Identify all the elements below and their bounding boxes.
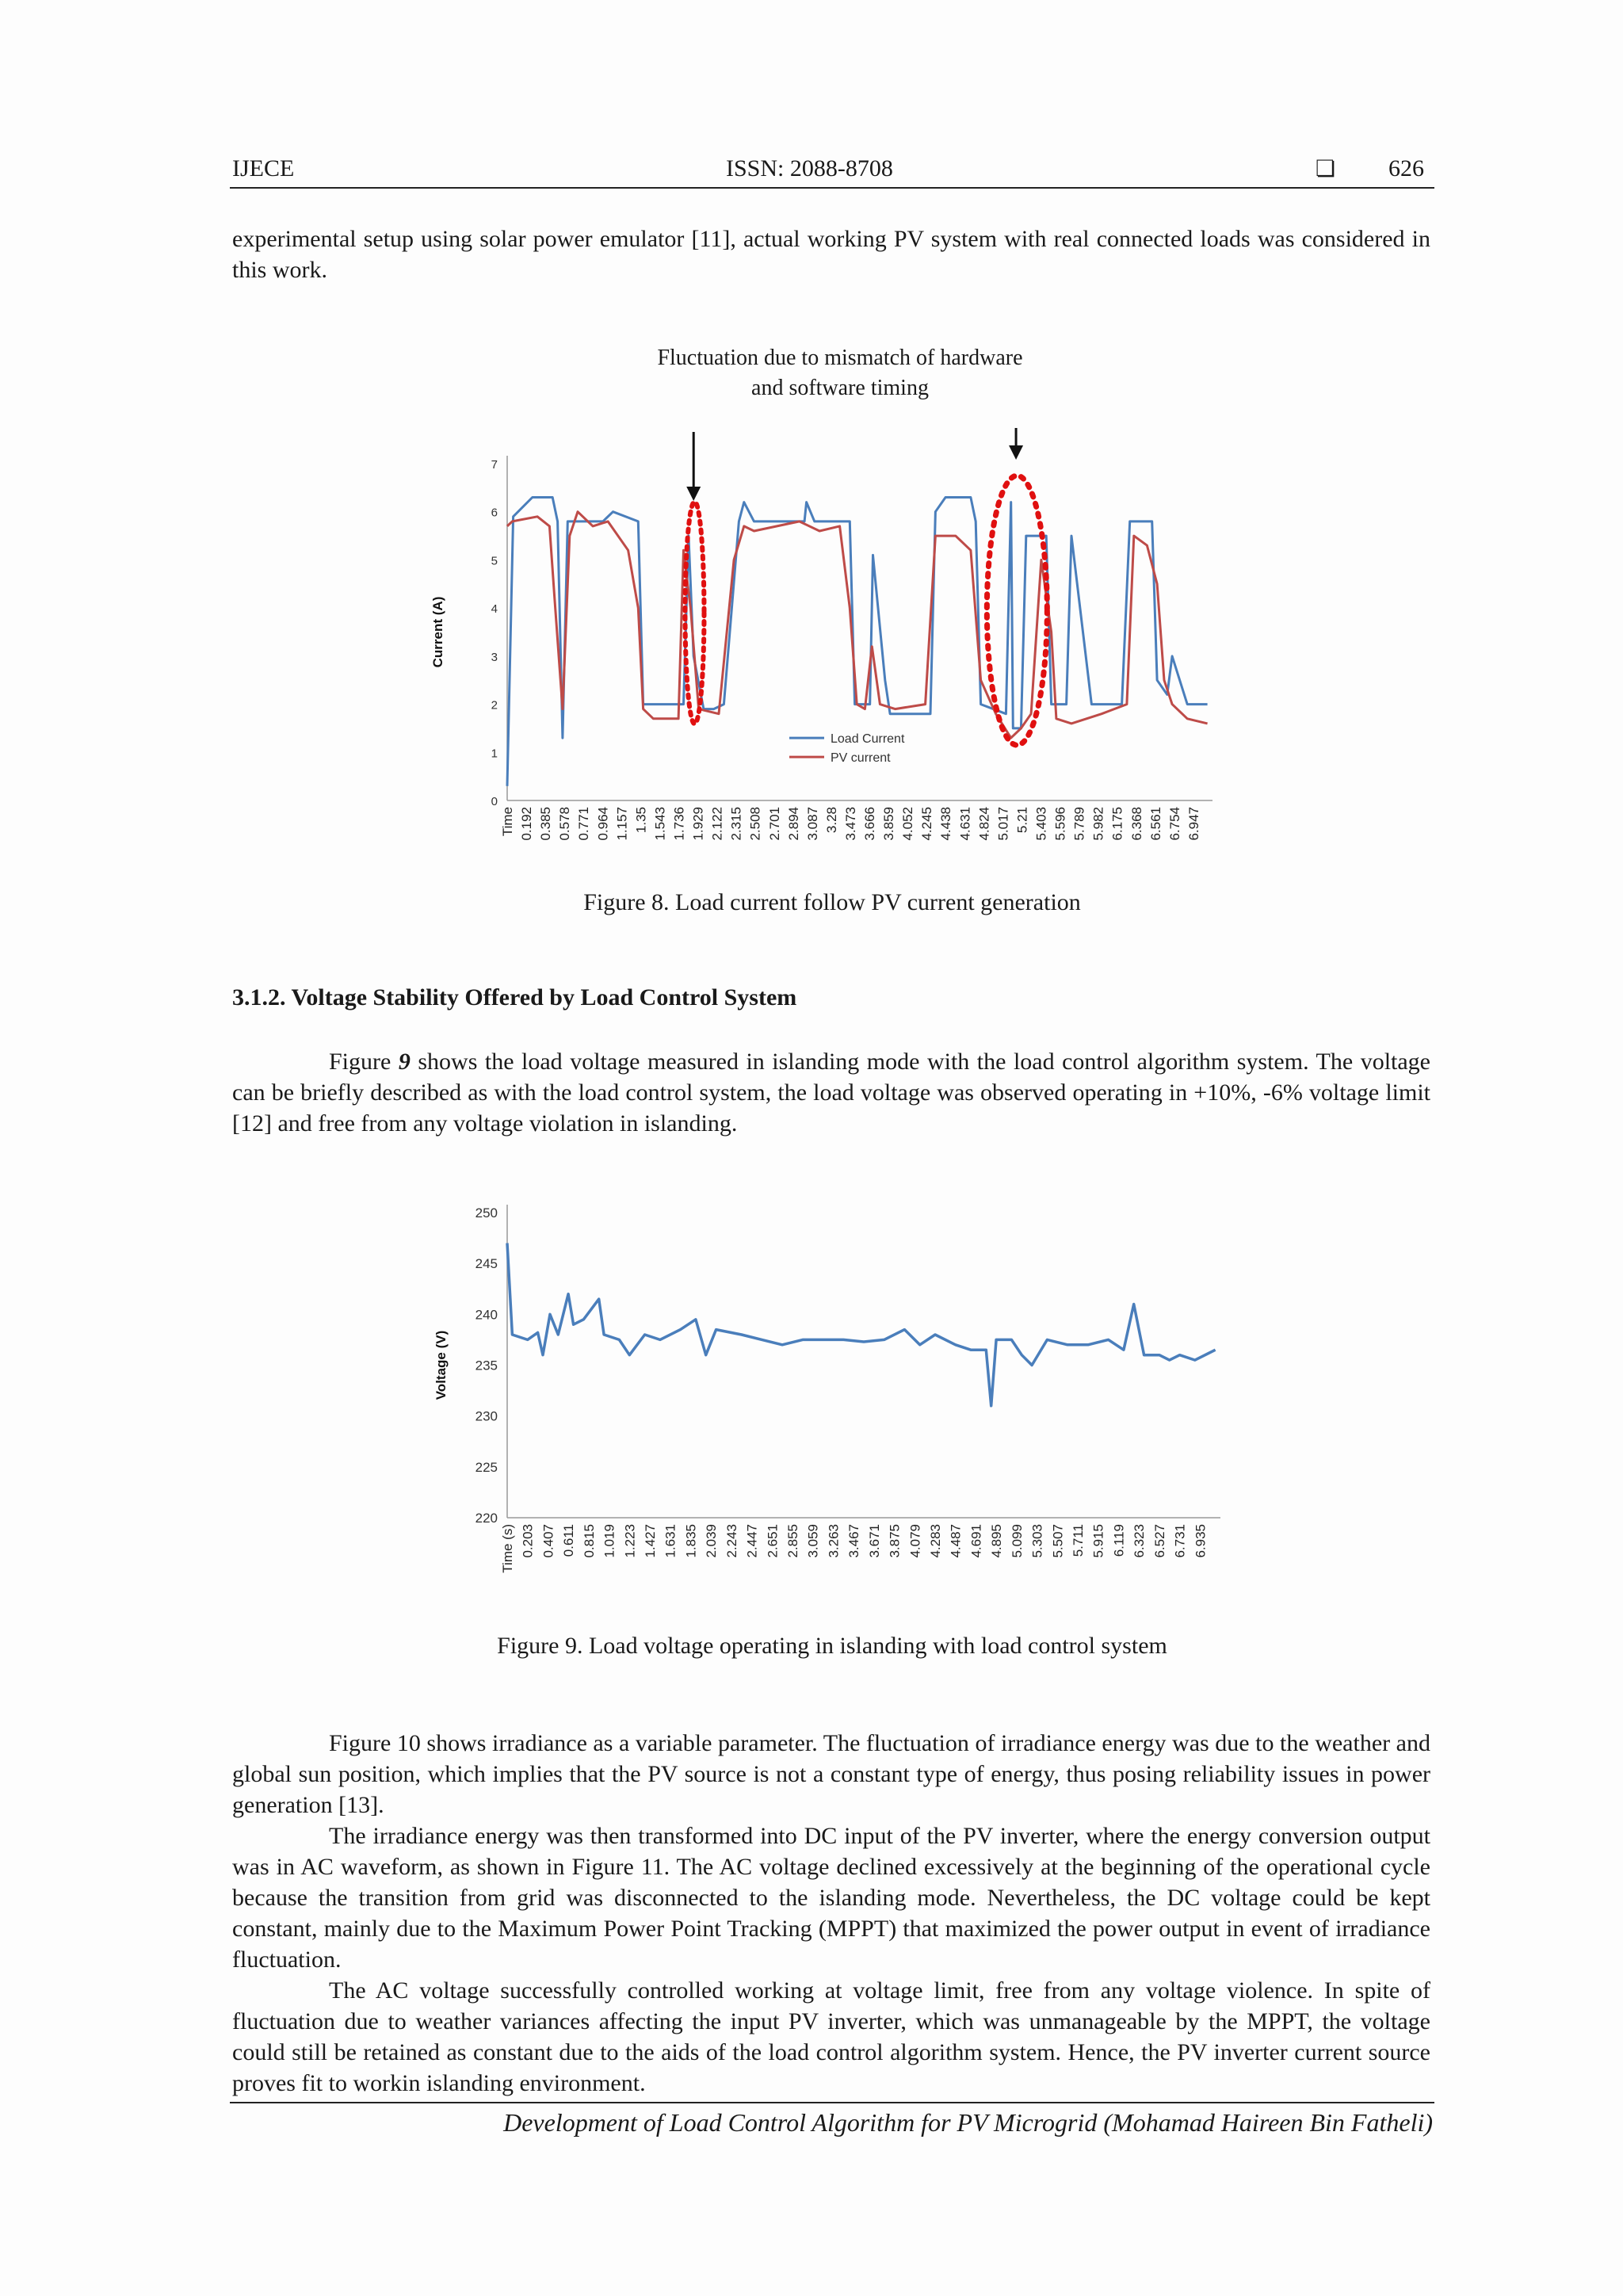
paragraph-figure11	[232, 1820, 1430, 1975]
intro-paragraph: experimental setup using solar power emulator [11], actual working PV system with real connected loads was considered in this work.	[232, 226, 1430, 283]
arrow-left-icon-head	[686, 487, 701, 501]
y-tick-label: 0	[491, 795, 498, 808]
x-tick-label: 1.543	[652, 807, 668, 841]
journal-name: IJECE	[232, 155, 295, 181]
series-line-voltage	[507, 1244, 1216, 1406]
x-axis-first-label: Time (s)	[500, 1524, 515, 1573]
x-tick-label: 0.385	[538, 807, 554, 841]
x-tick-label: 6.561	[1148, 807, 1163, 841]
x-tick-label: 4.691	[968, 1524, 984, 1558]
x-tick-label: 0.578	[557, 807, 573, 841]
x-tick-label: 6.323	[1132, 1524, 1148, 1558]
figure9-chart	[428, 1197, 1228, 1609]
x-tick-label: 0.192	[519, 807, 535, 841]
y-tick-label: 7	[491, 458, 498, 472]
x-tick-label: 6.935	[1193, 1524, 1209, 1558]
page-number: 626	[1388, 155, 1424, 181]
x-tick-label: 5.21	[1014, 807, 1030, 834]
x-tick-label: 4.487	[948, 1524, 964, 1558]
x-tick-label: 5.596	[1052, 807, 1068, 841]
para-fig10-text: Figure 10 shows irradiance as a variable parameter. The fluctuation of irradiance energy was due to the weather and global sun position, which implies that the PV source is not a constant type of energy, thus posing reliability issues in power generation [13].	[232, 1730, 1430, 1818]
x-tick-label: 6.947	[1186, 807, 1201, 841]
x-tick-label: 0.407	[540, 1524, 556, 1558]
x-tick-label: 5.789	[1071, 807, 1087, 841]
y-tick-label: 240	[475, 1307, 498, 1323]
x-tick-label: 6.754	[1167, 807, 1182, 841]
paragraph-figure9	[232, 1046, 1430, 1139]
x-tick-label: 4.052	[900, 807, 916, 841]
figure8-caption: Figure 8. Load current follow PV current generation	[583, 889, 1081, 915]
x-tick-label: 5.915	[1090, 1524, 1106, 1558]
y-tick-label: 3	[491, 650, 498, 664]
x-tick-label: 1.35	[633, 807, 649, 834]
x-tick-label: 6.119	[1111, 1524, 1127, 1557]
x-tick-label: 1.835	[683, 1524, 699, 1558]
x-tick-label: 3.875	[887, 1524, 903, 1558]
legend-label: PV current	[831, 751, 891, 766]
x-tick-label: 0.203	[520, 1524, 536, 1558]
annotation-line-1: Fluctuation due to mismatch of hardware	[657, 346, 1023, 370]
x-tick-label: 3.671	[866, 1524, 882, 1558]
y-tick-label: 235	[475, 1358, 498, 1373]
x-tick-label: 1.427	[643, 1524, 658, 1558]
x-axis-first-label: Time	[500, 807, 515, 837]
x-tick-label: 4.283	[928, 1524, 943, 1558]
y-tick-label: 2	[491, 698, 498, 712]
annotation-line-2: and software timing	[751, 376, 929, 400]
header-rule	[230, 187, 1434, 189]
x-tick-label: 2.651	[765, 1524, 781, 1558]
x-tick-label: 2.855	[785, 1524, 800, 1558]
x-tick-label: 0.964	[595, 807, 611, 841]
x-tick-label: 4.438	[938, 807, 954, 841]
figure9-caption: Figure 9. Load voltage operating in islanding with load control system	[497, 1633, 1167, 1659]
y-tick-label: 220	[475, 1511, 498, 1526]
x-tick-label: 6.527	[1151, 1524, 1167, 1558]
x-tick-label: 1.736	[671, 807, 687, 841]
figure8-annotation	[555, 343, 1125, 403]
x-tick-label: 1.631	[663, 1524, 678, 1558]
x-tick-label: 0.815	[581, 1524, 597, 1558]
x-tick-label: 0.771	[576, 807, 592, 841]
x-tick-label: 2.894	[785, 807, 801, 841]
x-tick-label: 4.824	[976, 807, 992, 841]
paragraph-figure10	[232, 1728, 1430, 1820]
x-tick-label: 1.157	[614, 807, 630, 841]
x-tick-label: 2.315	[728, 807, 744, 841]
arrow-right-icon-head	[1009, 445, 1023, 460]
square-icon: ❏	[1316, 155, 1336, 181]
y-tick-label: 6	[491, 506, 498, 520]
figure8-chart	[420, 428, 1220, 856]
legend-label: Load Current	[831, 732, 905, 747]
y-tick-label: 230	[475, 1408, 498, 1424]
y-axis-label: Current (A)	[430, 596, 445, 668]
y-tick-label: 250	[475, 1205, 498, 1221]
y-tick-label: 225	[475, 1459, 498, 1475]
para-fig11-text: The irradiance energy was then transformed into DC input of the PV inverter, where the energy conversion output was in AC waveform, as shown in Figure 11. The AC voltage declined excessively at the beginning of the operational cycle because the transition from grid was disconnected to the islanding mode. Nevertheless, the DC voltage could be kept constant, mainly due to the Maximum Power Point Tracking (MPPT) that maximized the power output in event of irradiance fluctuation.	[232, 1823, 1430, 1973]
x-tick-label: 3.263	[826, 1524, 842, 1558]
x-tick-label: 1.223	[622, 1524, 638, 1558]
current-chart-svg	[420, 428, 1220, 856]
x-tick-label: 6.731	[1172, 1524, 1188, 1558]
x-tick-label: 3.859	[881, 807, 897, 841]
x-tick-label: 5.017	[995, 807, 1011, 841]
x-tick-label: 4.245	[919, 807, 935, 841]
y-axis-label: Voltage (V)	[433, 1330, 449, 1400]
voltage-chart-svg	[428, 1197, 1228, 1609]
x-tick-label: 2.447	[744, 1524, 760, 1558]
x-tick-label: 0.611	[561, 1524, 577, 1557]
issn: ISSN: 2088-8708	[726, 155, 893, 181]
x-tick-label: 2.039	[704, 1524, 720, 1558]
x-tick-label: 2.122	[709, 807, 725, 841]
x-tick-label: 6.175	[1109, 807, 1125, 841]
footer-rule	[230, 2102, 1434, 2103]
y-tick-label: 5	[491, 554, 498, 568]
x-tick-label: 4.895	[989, 1524, 1005, 1558]
x-tick-label: 6.368	[1128, 807, 1144, 841]
section-heading: 3.1.2. Voltage Stability Offered by Load Control System	[232, 984, 797, 1010]
paragraph-ac-voltage	[232, 1975, 1430, 2099]
x-tick-label: 2.243	[724, 1524, 739, 1558]
x-tick-label: 5.099	[1009, 1524, 1025, 1558]
y-tick-label: 1	[491, 747, 498, 761]
x-tick-label: 4.079	[907, 1524, 923, 1558]
x-tick-label: 3.059	[805, 1524, 821, 1558]
x-tick-label: 1.019	[601, 1524, 617, 1558]
x-tick-label: 2.508	[747, 807, 763, 841]
x-tick-label: 5.403	[1033, 807, 1049, 841]
x-tick-label: 3.28	[823, 807, 839, 834]
y-tick-label: 245	[475, 1256, 498, 1272]
x-tick-label: 2.701	[766, 807, 782, 841]
footer-title: Development of Load Control Algorithm for PV Microgrid (Mohamad Haireen Bin Fatheli)	[503, 2108, 1433, 2137]
x-tick-label: 3.467	[846, 1524, 862, 1558]
x-tick-label: 3.666	[862, 807, 878, 841]
x-tick-label: 1.929	[690, 807, 706, 841]
x-tick-label: 5.711	[1071, 1524, 1086, 1557]
x-tick-label: 5.982	[1090, 807, 1106, 841]
para-fig9-after: shows the load voltage measured in islanding mode with the load control algorithm system. The voltage can be briefly described as with the load control system, the load voltage was observed operating in +10%, -6% voltage limit [12] and free from any voltage violation in islanding.	[232, 1049, 1430, 1137]
figure9-reference: 9	[398, 1049, 411, 1075]
x-tick-label: 3.473	[842, 807, 858, 841]
y-tick-label: 4	[491, 602, 498, 617]
x-tick-label: 5.303	[1029, 1524, 1045, 1558]
x-tick-label: 3.087	[804, 807, 820, 841]
para-fig9-before: Figure	[329, 1049, 399, 1075]
para-ac-text: The AC voltage successfully controlled working at voltage limit, free from any voltage violence. In spite of fluctuation due to weather variances affecting the input PV inverter, which was unmanageable by the MPPT, the voltage could still be retained as constant due to the aids of the load control algorithm system. Hence, the PV inverter current source proves fit to workin islanding environment.	[232, 1977, 1430, 2096]
x-tick-label: 5.507	[1050, 1524, 1066, 1558]
x-tick-label: 4.631	[957, 807, 973, 841]
